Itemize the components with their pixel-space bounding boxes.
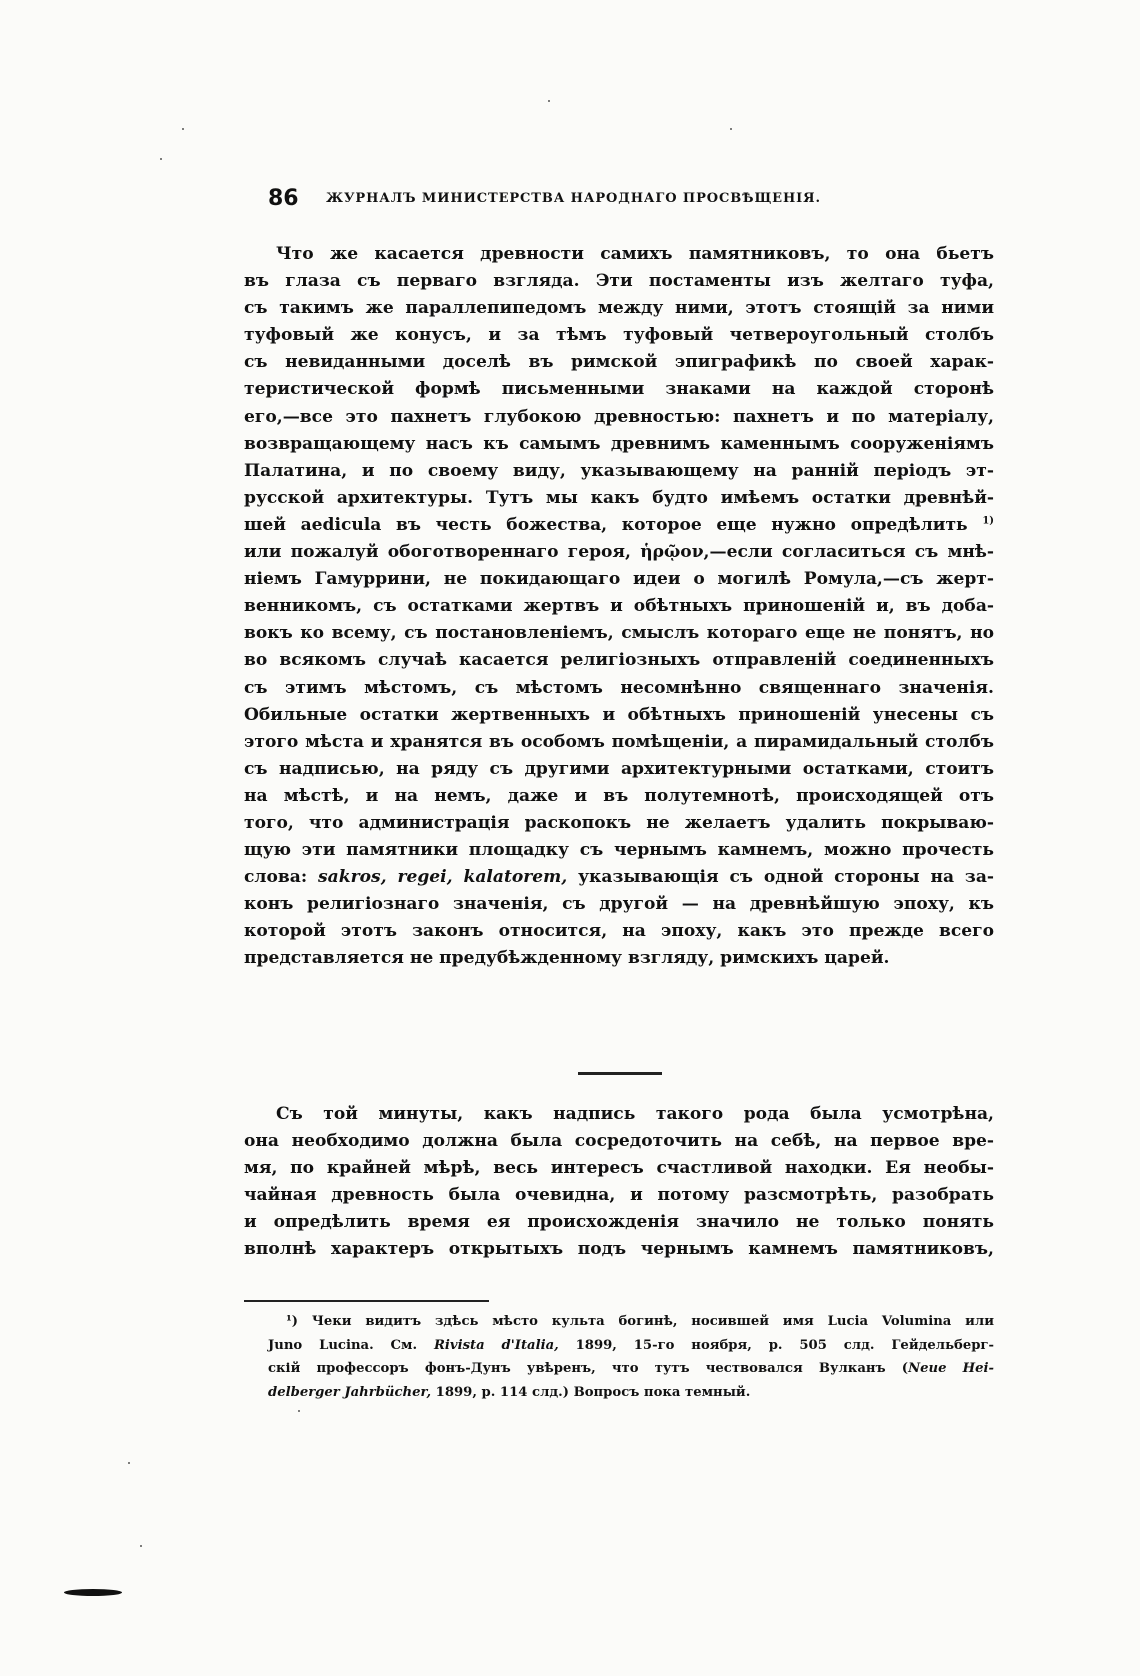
footnote-line [268,1310,994,1334]
scan-speck [160,158,162,160]
text-line: русской архитектуры. Тутъ мы какъ будто имѣемъ остатки древнѣй- [244,487,994,508]
paragraph-2 [244,1101,994,1264]
footnote-line [268,1357,994,1381]
footnote-text: Чеки видитъ здѣсь мѣсто культа богинѣ, носившей имя Lucia Volumina или [311,1314,994,1329]
footnote-text: 1899, 15-го ноября, р. 505 слд. Гейдельберг- [575,1337,994,1353]
scan-speck [298,1410,300,1412]
scan-speck [182,128,184,130]
italic-word: kalatorem, [463,867,568,888]
footnote-rule [244,1300,489,1302]
text-line: въ глаза съ перваго взгляда. Эти постаменты изъ желтаго туфа, [244,271,994,292]
text-line: туфовый же конусъ, и за тѣмъ туфовый четвероугольный столбъ [244,325,994,346]
text-line: во всякомъ случаѣ касается религіозныхъ отправленій соединенныхъ [244,650,994,671]
paragraph-1 [244,241,994,973]
text-line: съ такимъ же параллепипедомъ между ними, этотъ стоящій за ними [244,298,994,319]
text-line: Съ той минуты, какъ надпись такого рода была усмотрѣна, [276,1104,994,1124]
footnote-italic: Rivista d'Italia, [433,1337,559,1353]
text-line: которой этотъ законъ относится, на эпоху, какъ это прежде всего [244,921,994,942]
scan-speck [548,100,550,102]
text-line: на мѣстѣ, и на немъ, даже и въ полутемнотѣ, происходящей отъ [244,785,994,806]
text-line: возвращающему насъ къ самымъ древнимъ каменнымъ сооруженіямъ [244,433,994,454]
footnote-marker: ¹) [286,1314,299,1329]
text-line: того, что администрація раскопокъ не желаетъ удалить покрываю- [244,812,994,833]
footnote-line [268,1334,994,1358]
footnote-ref[interactable]: 1) [982,515,995,527]
text-segment: указывающія съ одной стороны на за- [578,867,995,888]
footnote [268,1310,994,1404]
text-line: съ невиданными доселѣ въ римской эпиграфикѣ по своей харак- [244,352,994,373]
text-segment: слова: [244,867,308,888]
footnote-italic: Neue Hei- [908,1361,994,1376]
text-line: Что же касается древности самихъ памятниковъ, то она бьетъ [276,244,994,264]
text-line: конъ религіознаго значенія, съ другой — на древнѣйшую эпоху, къ [244,894,994,915]
running-title: ЖУРНАЛЪ МИНИСТЕРСТВА НАРОДНАГО ПРОСВѢЩЕНІЯ. [326,191,821,206]
section-divider [578,1072,662,1075]
page-header [268,186,908,226]
footnote-line [268,1381,994,1405]
text-line: ніемъ Гамуррини, не покидающаго идеи о могилѣ Ромула,—съ жерт- [244,569,994,590]
text-line: чайная древность была очевидна, и потому разсмотрѣть, разобрать [244,1185,994,1206]
text-line: вокъ ко всему, съ постановленіемъ, смыслъ котораго еще не понятъ, но [244,623,994,644]
footnote-text: Juno Lucina. См. [268,1337,418,1353]
text-line: Палатина, и по своему виду, указывающему на ранній періодъ эт- [244,460,994,481]
page-number: 86 [268,186,299,211]
text-line: съ надписью, на ряду съ другими архитектурными остатками, стоитъ [244,758,994,779]
text-line-with-italics [244,864,994,891]
italic-word: regei, [397,867,453,888]
text-line: представляется не предубѣжденному взгляду, римскихъ царей. [244,948,890,969]
footnote-italic: delberger Jahrbücher, [268,1384,432,1400]
scan-speck [128,1462,130,1464]
italic-word: sakros, [318,867,387,888]
scan-mark [64,1589,122,1596]
text-line: она необходимо должна была сосредоточить на себѣ, на первое вре- [244,1131,994,1152]
text-line: этого мѣста и хранятся въ особомъ помѣщеніи, а пирамидальный столбъ [244,731,994,752]
text-line-with-footnote-ref [244,512,994,539]
text-line: мя, по крайней мѣрѣ, весь интересъ счастливой находки. Ея необы- [244,1158,994,1179]
footnote-text: скій профессоръ фонъ-Дунъ увѣренъ, что тутъ чествовался Вулканъ ( [268,1361,909,1376]
text-line: шей aedicula въ честь божества, которое еще нужно опредѣлить [244,514,968,535]
text-line: теристической формѣ письменными знаками на каждой сторонѣ [244,379,994,400]
text-line: или пожалуй обоготвореннаго героя, ἡρῷον,—если согласиться съ мнѣ- [244,542,994,563]
text-line: щую эти памятники площадку съ чернымъ камнемъ, можно прочесть [244,840,994,861]
text-line: Обильные остатки жертвенныхъ и обѣтныхъ приношеній унесены съ [244,704,994,725]
text-line: вполнѣ характеръ открытыхъ подъ чернымъ камнемъ памятниковъ, [244,1239,994,1260]
text-line: его,—все это пахнетъ глубокою древностью: пахнетъ и по матеріалу, [244,406,994,427]
scan-speck [730,128,732,130]
scan-speck [140,1545,142,1547]
text-line: венникомъ, съ остатками жертвъ и обѣтныхъ приношеній и, въ доба- [244,596,994,617]
text-line: съ этимъ мѣстомъ, съ мѣстомъ несомнѣнно священнаго значенія. [244,677,994,698]
text-line: и опредѣлить время ея происхожденія значило не только понять [244,1212,994,1233]
footnote-text: 1899, р. 114 слд.) Вопросъ пока темный. [435,1384,751,1400]
